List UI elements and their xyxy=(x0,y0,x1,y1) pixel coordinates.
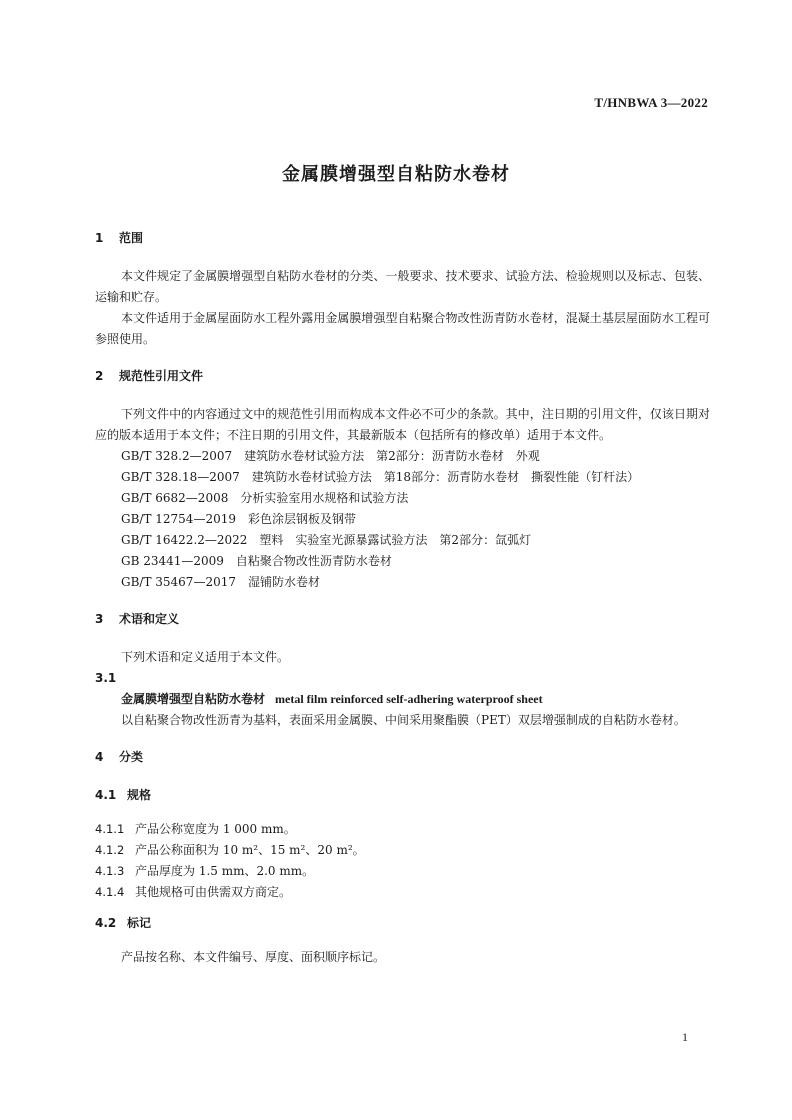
term-entry xyxy=(95,688,710,710)
section-1-heading xyxy=(95,228,710,248)
section-title: 范围 xyxy=(119,231,144,245)
clause-number: 4.1.4 xyxy=(95,885,125,899)
subsection-title: 标记 xyxy=(127,916,152,930)
clause-item xyxy=(95,861,710,882)
section-2-heading xyxy=(95,366,710,386)
subsection-number: 4.2 xyxy=(95,916,117,930)
clause-number: 4.1.3 xyxy=(95,864,125,878)
section-number: 2 xyxy=(95,369,104,383)
subsection-4-1-heading xyxy=(95,785,710,805)
clause-text: 产品公称面积为 10 m²、15 m²、20 m²。 xyxy=(135,843,365,857)
document-body xyxy=(95,228,710,968)
term-english: metal film reinforced self-adhering waterproof sheet xyxy=(275,692,543,706)
clause-number: 4.1.1 xyxy=(95,822,125,836)
document-title: 金属膜增强型自粘防水卷材 xyxy=(282,164,510,185)
reference-item: GB 23441—2009 自粘聚合物改性沥青防水卷材 xyxy=(121,554,392,568)
clause-item xyxy=(95,882,710,903)
clause-text: 产品公称宽度为 1 000 mm。 xyxy=(135,822,296,836)
section-number: 3 xyxy=(95,612,104,626)
reference-item: GB/T 16422.2—2022 塑料 实验室光源暴露试验方法 第2部分：氙弧灯 xyxy=(121,533,532,547)
paragraph: 本文件适用于金属屋面防水工程外露用金属膜增强型自粘聚合物改性沥青防水卷材，混凝土基层屋面防水工程可参照使用。 xyxy=(95,311,710,346)
subsection-4-2-heading xyxy=(95,913,710,933)
term-definition: 以自粘聚合物改性沥青为基料，表面采用金属膜、中间采用聚酯膜（PET）双层增强制成的自粘防水卷材。 xyxy=(121,713,686,727)
reference-item: GB/T 12754—2019 彩色涂层钢板及钢带 xyxy=(121,512,356,526)
section-number: 4 xyxy=(95,750,104,764)
section-4-heading xyxy=(95,747,710,767)
clause-text: 产品厚度为 1.5 mm、2.0 mm。 xyxy=(135,864,315,878)
section-3-heading xyxy=(95,609,710,629)
paragraph: 产品按名称、本文件编号、厚度、面积顺序标记。 xyxy=(121,950,386,964)
paragraph: 本文件规定了金属膜增强型自粘防水卷材的分类、一般要求、技术要求、试验方法、检验规则以及标志、包装、运输和贮存。 xyxy=(95,269,710,304)
subsection-title: 规格 xyxy=(127,788,152,802)
term-number: 3.1 xyxy=(95,671,117,685)
section-title: 分类 xyxy=(119,750,144,764)
paragraph: 下列术语和定义适用于本文件。 xyxy=(121,650,290,664)
reference-item: GB/T 328.2—2007 建筑防水卷材试验方法 第2部分：沥青防水卷材 外观 xyxy=(121,449,540,463)
clause-item xyxy=(95,840,710,861)
reference-item: GB/T 328.18—2007 建筑防水卷材试验方法 第18部分：沥青防水卷材 撕裂性能（钉杆法） xyxy=(121,470,640,484)
page-number: 1 xyxy=(682,1030,688,1044)
section-title: 规范性引用文件 xyxy=(119,369,204,383)
document-code: T/HNBWA 3—2022 xyxy=(594,95,708,110)
reference-item: GB/T 6682—2008 分析实验室用水规格和试验方法 xyxy=(121,491,409,505)
section-number: 1 xyxy=(95,231,104,245)
paragraph: 下列文件中的内容通过文中的规范性引用而构成本文件必不可少的条款。其中，注日期的引用文件，仅该日期对应的版本适用于本文件；不注日期的引用文件，其最新版本（包括所有的修改单）适用于本文件。 xyxy=(95,407,710,442)
reference-item: GB/T 35467—2017 湿铺防水卷材 xyxy=(121,575,320,589)
term-chinese: 金属膜增强型自粘防水卷材 xyxy=(121,692,266,706)
section-title: 术语和定义 xyxy=(119,612,180,626)
clause-text: 其他规格可由供需双方商定。 xyxy=(135,885,292,899)
clause-number: 4.1.2 xyxy=(95,843,125,857)
clause-item xyxy=(95,819,710,840)
subsection-number: 4.1 xyxy=(95,788,117,802)
